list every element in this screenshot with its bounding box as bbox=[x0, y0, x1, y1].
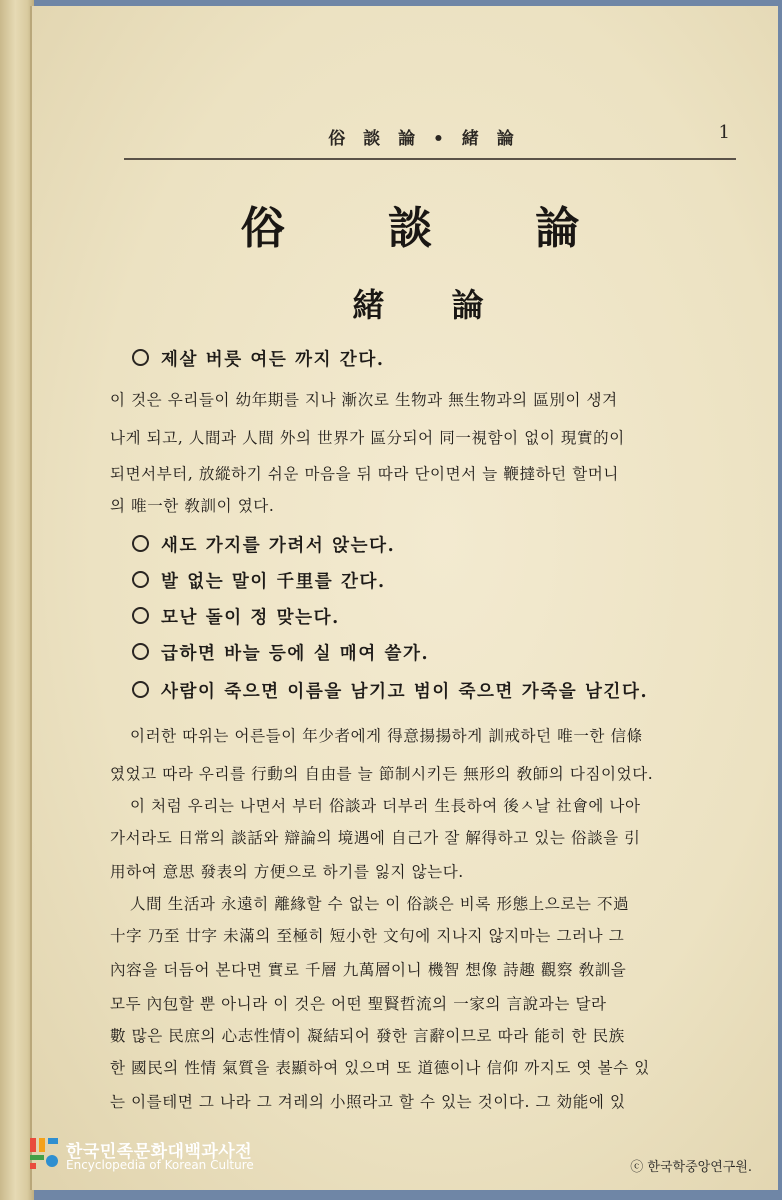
proverb-line bbox=[132, 678, 648, 703]
text-line: 人間 生活과 永遠히 離緣할 수 없는 이 俗談은 비록 形態上으로는 不過 bbox=[130, 895, 630, 913]
book-page bbox=[30, 6, 778, 1190]
proverb-line bbox=[132, 604, 340, 629]
text-line: 이 것은 우리들이 幼年期를 지나 漸次로 生物과 無生物과의 區別이 생겨 bbox=[110, 391, 618, 409]
circle-bullet-icon bbox=[132, 681, 149, 698]
proverb-text: 새도 가지를 가려서 앉는다. bbox=[161, 536, 396, 556]
encyclopedia-logo-icon bbox=[30, 1136, 60, 1170]
text-line: 이 처럼 우리는 나면서 부터 俗談과 더부러 生長하여 後ㅅ날 社會에 나아 bbox=[130, 797, 641, 815]
copyright-notice: ⓒ 한국학중앙연구원. bbox=[630, 1160, 752, 1175]
circle-bullet-icon bbox=[132, 607, 149, 624]
text-line: 用하여 意思 發表의 方便으로 하기를 잃지 않는다. bbox=[110, 863, 464, 881]
book-spine bbox=[0, 0, 34, 1200]
proverb-line bbox=[132, 568, 386, 593]
text-line: 모두 內包할 뿐 아니라 이 것은 어떤 聖賢哲流의 一家의 言說과는 달라 bbox=[110, 995, 607, 1013]
text-line: 十字 乃至 廿字 未滿의 至極히 短小한 文句에 지나지 않지마는 그러나 그 bbox=[110, 927, 625, 945]
encyclopedia-name-english: Encyclopedia of Korean Culture bbox=[66, 1158, 254, 1172]
proverb-text: 모난 돌이 정 맞는다. bbox=[161, 608, 340, 628]
text-line: 數 많은 民庶의 心志性情이 凝結되어 發한 言辭이므로 따라 能히 한 民族 bbox=[110, 1027, 625, 1045]
book-title: 俗 談 論 bbox=[240, 203, 624, 254]
proverb-text: 급하면 바늘 등에 실 매여 쓸가. bbox=[161, 644, 430, 664]
footer-bar bbox=[0, 1128, 782, 1188]
proverb-line bbox=[132, 346, 385, 371]
proverb-line bbox=[132, 640, 429, 665]
circle-bullet-icon bbox=[132, 643, 149, 660]
text-line: 가서라도 日常의 談話와 辯論의 境遇에 自己가 잘 解得하고 있는 俗談을 引 bbox=[110, 829, 641, 847]
proverb-text: 사람이 죽으면 이름을 남기고 범이 죽으면 가죽을 남긴다. bbox=[161, 682, 649, 702]
section-title: 緒 論 bbox=[352, 286, 512, 324]
proverb-text: 제살 버릇 여든 까지 간다. bbox=[161, 350, 385, 370]
text-line: 나게 되고, 人間과 人間 外의 世界가 區分되어 同一視함이 없이 現實的이 bbox=[110, 429, 625, 447]
text-line: 였었고 따라 우리를 行動의 自由를 늘 節制시키든 無形의 敎師의 다짐이었다. bbox=[110, 765, 654, 783]
proverb-text: 발 없는 말이 千里를 간다. bbox=[161, 572, 386, 592]
page-number: 1 bbox=[718, 122, 730, 143]
circle-bullet-icon bbox=[132, 535, 149, 552]
text-line: 內容을 더듬어 본다면 實로 千層 九萬層이니 機智 想像 詩趣 觀察 敎訓을 bbox=[110, 961, 627, 979]
encyclopedia-name-korean: 한국민족문화대백과사전 bbox=[66, 1142, 253, 1162]
circle-bullet-icon bbox=[132, 349, 149, 366]
text-line: 이러한 따위는 어른들이 年少者에게 得意揚揚하게 訓戒하던 唯一한 信條 bbox=[130, 727, 643, 745]
text-line: 는 이를테면 그 나라 그 겨레의 小照라고 할 수 있는 것이다. 그 効能에 있 bbox=[110, 1093, 626, 1111]
running-header-title: 俗 談 論 • 緒 論 bbox=[328, 129, 520, 149]
text-line: 되면서부터, 放縱하기 쉬운 마음을 뒤 따라 단이면서 늘 鞭撻하던 할머니 bbox=[110, 465, 619, 483]
text-line: 한 國民의 性情 氣質을 表顯하여 있으며 또 道德이나 信仰 까지도 엿 볼수 있 bbox=[110, 1059, 650, 1077]
circle-bullet-icon bbox=[132, 571, 149, 588]
proverb-line bbox=[132, 532, 395, 557]
running-header bbox=[124, 118, 736, 160]
text-line: 의 唯一한 敎訓이 였다. bbox=[110, 497, 275, 515]
